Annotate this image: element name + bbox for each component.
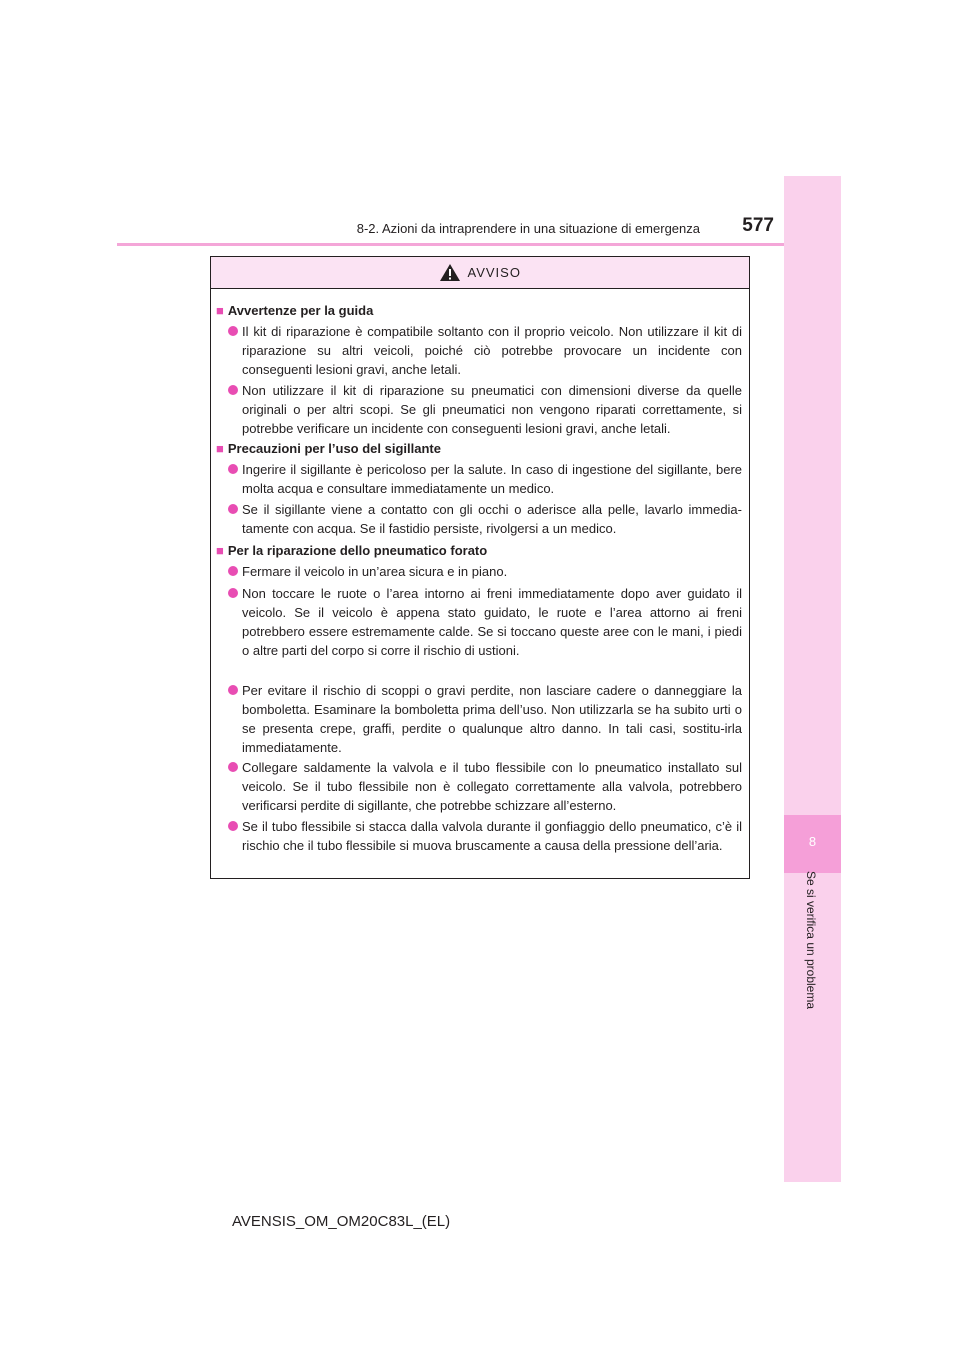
section-heading: ■ Avvertenze per la guida	[216, 303, 374, 318]
list-item: Il kit di riparazione è compatibile soltanto con il proprio veicolo. Non utilizzare il kit di riparazione su altri veicoli, poiché ciò potrebbe provocare un incidente con conseguenti lesioni gravi, anche letali.	[228, 322, 742, 379]
circle-bullet-icon	[228, 685, 238, 695]
square-bullet-icon: ■	[216, 303, 224, 318]
document-code: AVENSIS_OM_OM20C83L_(EL)	[232, 1213, 451, 1230]
list-item: Collegare saldamente la valvola e il tubo flessibile con lo pneumatico installato sul veicolo. Se il tubo flessibile non è collegato correttamente alla valvola, potrebbero verificarsi perdite di sigillante, che potrebbe schizzare all’esterno.	[228, 758, 742, 815]
warning-header	[211, 257, 749, 289]
section-heading: ■ Per la riparazione dello pneumatico forato	[216, 543, 488, 558]
chapter-label: Se si verifica un problema	[804, 870, 818, 1010]
chapter-title: 8-2. Azioni da intraprendere in una situazione di emergenza	[356, 221, 700, 236]
list-item: Fermare il veicolo in un’area sicura e in piano.	[228, 562, 742, 581]
circle-bullet-icon	[228, 385, 238, 395]
list-item: Non utilizzare il kit di riparazione su pneumatici con dimensioni diverse da quelle originali o per altri scopi. Se gli pneumatici non vengono riparati correttamente, si potrebbe verificare un incidente con conseguenti lesioni gravi, anche letali.	[228, 381, 742, 438]
header-rule	[117, 243, 785, 246]
list-item: Se il tubo flessibile si stacca dalla valvola durante il gonfiaggio dello pneumatico, c’è il rischio che il tubo flessibile si muova bruscamente a causa della pressione dell’aria.	[228, 817, 742, 855]
side-chapter-tab	[784, 176, 841, 1182]
chapter-number-box	[784, 815, 841, 873]
circle-bullet-icon	[228, 464, 238, 474]
warning-triangle-icon	[439, 263, 461, 282]
list-item: Non toccare le ruote o l’area intorno ai freni immediatamente dopo aver guidato il veicolo. Se il veicolo è appena stato guidato, le ruote e l’area attorno ai freni potrebbero essere estremamente calde. Se si toccano queste aree con le mani, i piedi o altre parti del corpo si corre il rischio di ustioni.	[228, 584, 742, 660]
section-heading: ■ Precauzioni per l’uso del sigillante	[216, 441, 441, 456]
page-number: 577	[742, 215, 774, 236]
list-item: Per evitare il rischio di scoppi o gravi perdite, non lasciare cadere o danneggiare la bomboletta. Esaminare la bomboletta prima dell’uso. Non utilizzarla se ha subito urti o se presenta crepe, graffi, perdite o qualunque altro danno. In tali casi, sostitu-irla immediatamente.	[228, 681, 742, 757]
list-item: Ingerire il sigillante è pericoloso per la salute. In caso di ingestione del sigillante, bere molta acqua e consultare immediatamente un medico.	[228, 460, 742, 498]
circle-bullet-icon	[228, 504, 238, 514]
circle-bullet-icon	[228, 762, 238, 772]
square-bullet-icon: ■	[216, 441, 224, 456]
circle-bullet-icon	[228, 566, 238, 576]
warning-title: AVVISO	[467, 265, 521, 280]
circle-bullet-icon	[228, 326, 238, 336]
square-bullet-icon: ■	[216, 543, 224, 558]
circle-bullet-icon	[228, 821, 238, 831]
chapter-number: 8	[808, 834, 817, 849]
circle-bullet-icon	[228, 588, 238, 598]
list-item: Se il sigillante viene a contatto con gli occhi o aderisce alla pelle, lavarlo immedia-tamente con acqua. Se il fastidio persiste, rivolgersi a un medico.	[228, 500, 742, 538]
warning-box	[210, 256, 750, 879]
